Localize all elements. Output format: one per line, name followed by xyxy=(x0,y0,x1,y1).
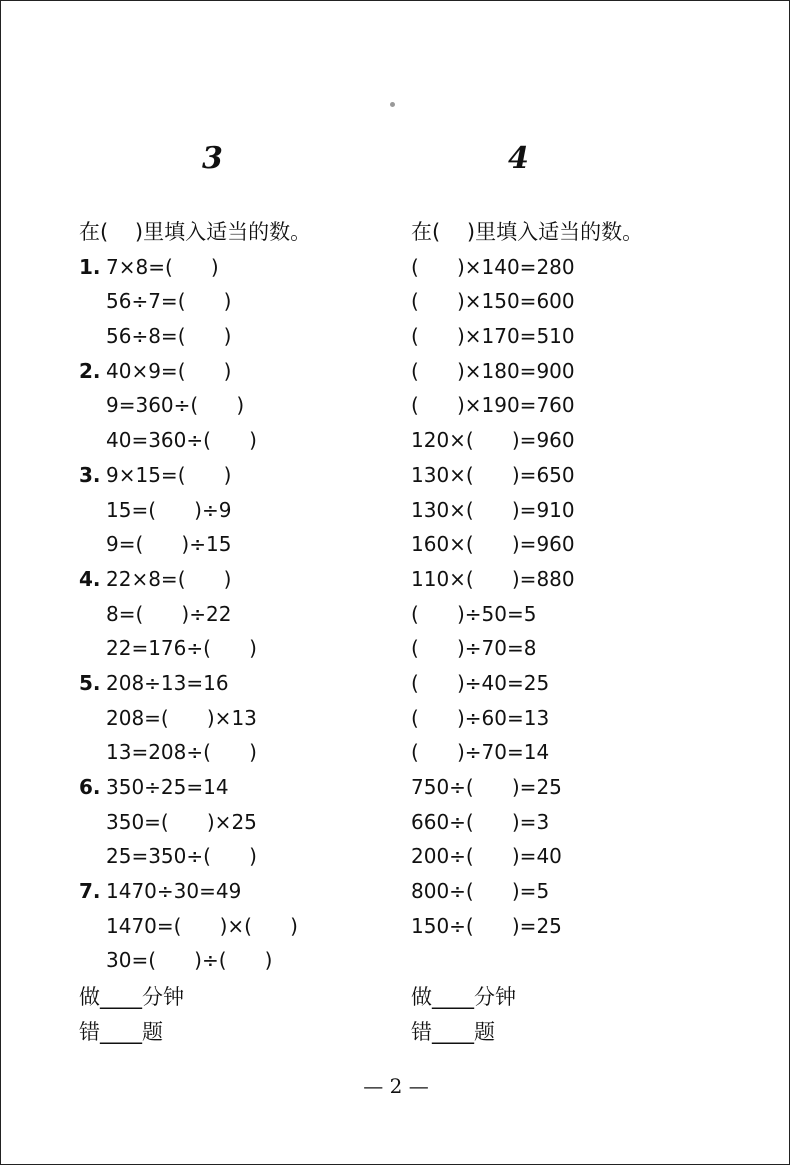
equation: 9×15=( ) xyxy=(106,462,232,487)
time-spent-label: 做____分钟 xyxy=(79,985,184,1009)
exercise-line: 200÷( )=40 xyxy=(411,844,562,869)
equation: 40×9=( ) xyxy=(106,358,232,383)
exercise-line: 800÷( )=5 xyxy=(411,879,550,904)
exercise-line: 22=176÷( ) xyxy=(106,636,257,661)
exercise-line: ( )÷50=5 xyxy=(411,601,537,626)
exercise-line: 350=( )×25 xyxy=(106,809,257,834)
exercise-line: 130×( )=910 xyxy=(411,497,575,522)
exercise-line: 130×( )=650 xyxy=(411,462,575,487)
question-number: 2. xyxy=(79,358,101,383)
equation: 1470÷30=49 xyxy=(106,879,242,904)
exercise-line: 9=( )÷15 xyxy=(106,532,232,557)
left-footer xyxy=(79,980,184,1049)
left-exercise-column xyxy=(79,215,409,978)
exercise-line: ( )×140=280 xyxy=(411,254,575,279)
exercise-line: 660÷( )=3 xyxy=(411,809,550,834)
exercise-line xyxy=(79,458,409,493)
exercise-line xyxy=(79,354,409,389)
equation: 350÷25=14 xyxy=(106,775,229,799)
exercise-line: 150÷( )=25 xyxy=(411,913,562,938)
instruction-left: 在( )里填入适当的数。 xyxy=(79,220,312,244)
exercise-line: 750÷( )=25 xyxy=(411,775,562,799)
right-exercise-column xyxy=(411,215,741,943)
exercise-line: ( )÷70=8 xyxy=(411,636,537,661)
exercise-line: 40=360÷( ) xyxy=(106,428,257,453)
question-number: 3. xyxy=(79,462,101,487)
time-spent-label: 做____分钟 xyxy=(411,985,516,1009)
exercise-line: ( )÷40=25 xyxy=(411,670,550,695)
exercise-line: 160×( )=960 xyxy=(411,532,575,557)
exercise-line: ( )÷70=14 xyxy=(411,740,550,765)
exercise-line: ( )×190=760 xyxy=(411,393,575,418)
exercise-line: 15=( )÷9 xyxy=(106,497,232,522)
question-number: 4. xyxy=(79,566,101,591)
exercise-line xyxy=(79,874,409,909)
errors-label: 错____题 xyxy=(411,1019,495,1044)
question-number: 1. xyxy=(79,254,101,279)
section-number-right: 4 xyxy=(508,141,529,176)
question-number: 7. xyxy=(79,879,101,904)
exercise-line: 120×( )=960 xyxy=(411,428,575,453)
exercise-line: ( )÷60=13 xyxy=(411,705,550,730)
exercise-line: 25=350÷( ) xyxy=(106,844,257,869)
exercise-line: 208=( )×13 xyxy=(106,705,257,730)
equation: 208÷13=16 xyxy=(106,670,229,695)
exercise-line: 13=208÷( ) xyxy=(106,740,257,765)
exercise-line: ( )×150=600 xyxy=(411,289,575,314)
exercise-line xyxy=(79,562,409,597)
exercise-line: 1470=( )×( ) xyxy=(106,913,298,938)
exercise-line: 56÷7=( ) xyxy=(106,289,232,314)
equation: 22×8=( ) xyxy=(106,566,232,591)
question-number: 5. xyxy=(79,670,101,695)
instruction-right: 在( )里填入适当的数。 xyxy=(411,220,644,244)
speck-mark xyxy=(390,102,395,107)
exercise-line xyxy=(79,666,409,701)
exercise-line: 8=( )÷22 xyxy=(106,601,232,626)
exercise-line xyxy=(79,250,409,285)
errors-label: 错____题 xyxy=(79,1019,163,1044)
exercise-line xyxy=(79,770,409,805)
equation: 7×8=( ) xyxy=(106,254,219,279)
question-number: 6. xyxy=(79,775,101,799)
section-number-left: 3 xyxy=(202,141,223,176)
exercise-line: 56÷8=( ) xyxy=(106,324,232,349)
right-footer xyxy=(411,980,516,1049)
page-number: — 2 — xyxy=(363,1074,429,1098)
exercise-line: 30=( )÷( ) xyxy=(106,948,273,973)
exercise-line: 110×( )=880 xyxy=(411,566,575,591)
exercise-line: 9=360÷( ) xyxy=(106,393,245,418)
exercise-line: ( )×180=900 xyxy=(411,358,575,383)
exercise-line: ( )×170=510 xyxy=(411,324,575,349)
